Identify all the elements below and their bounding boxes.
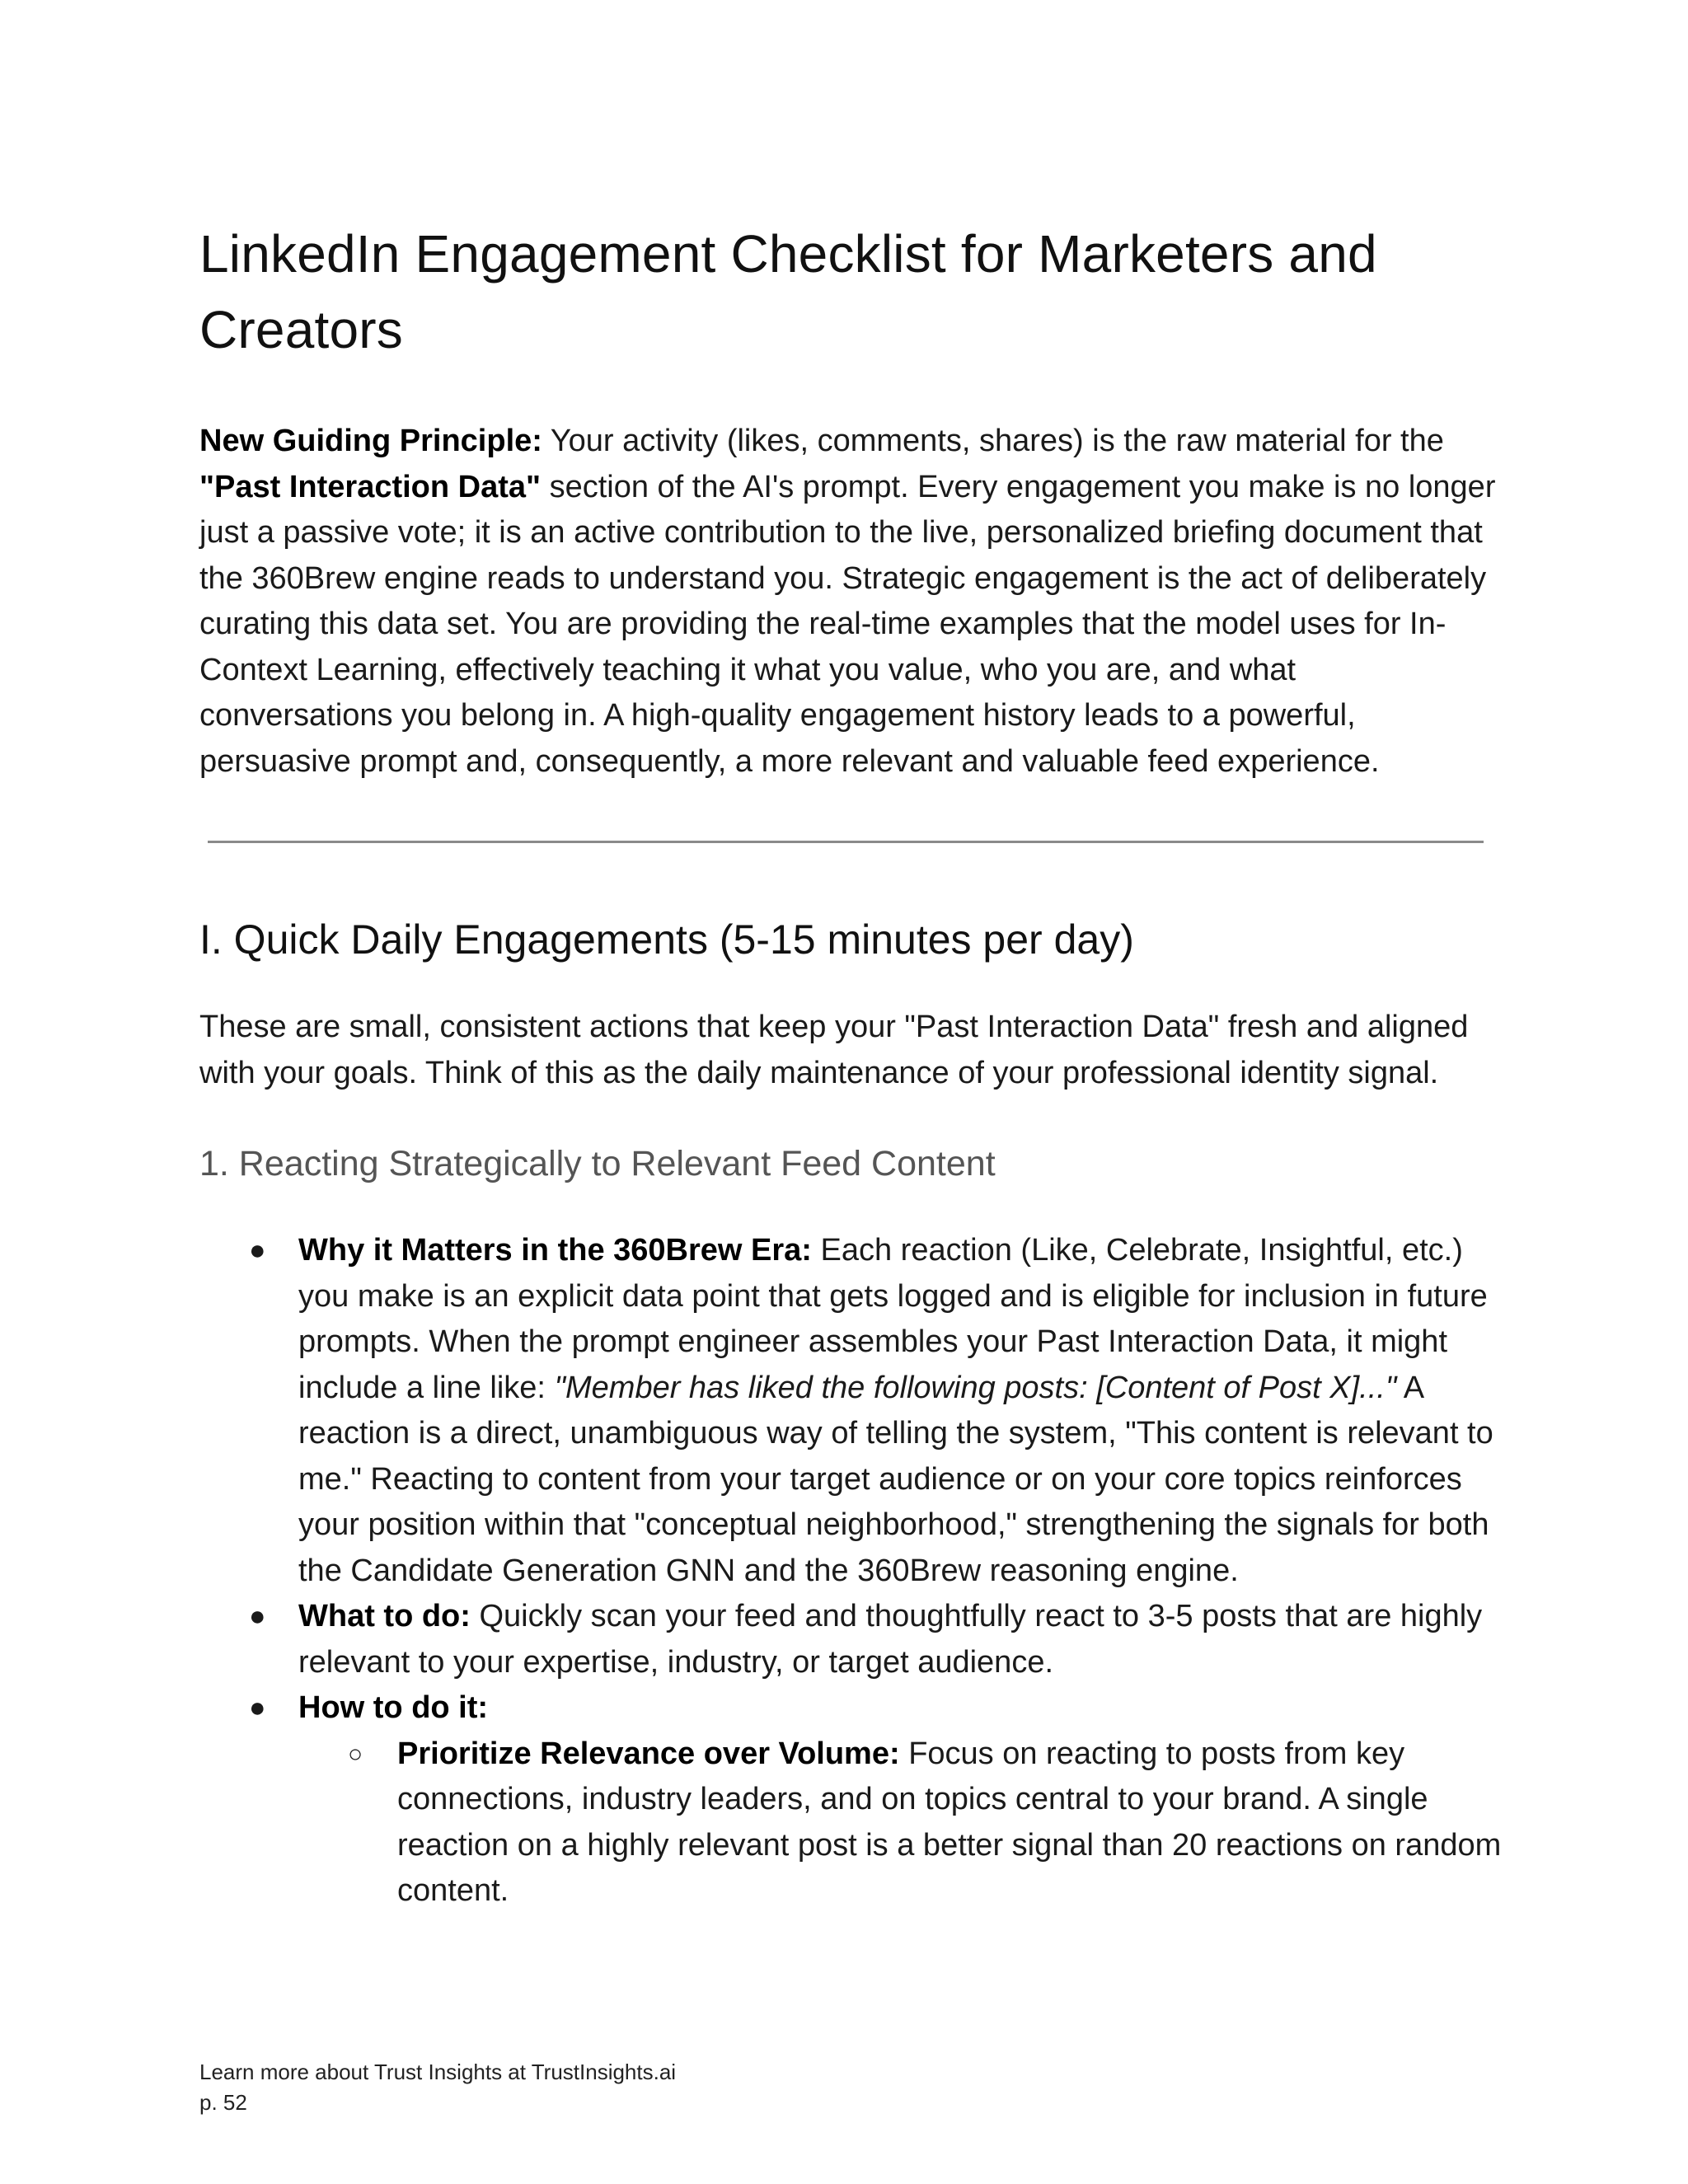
list-item-why-it-matters: [249, 1228, 1502, 1594]
why-it-matters-text: Each reaction (Like, Celebrate, Insightful, etc.) you make is an explicit data point that gets logged and is eligible for inclusion in future prompts. When the prompt engineer assembles your Past Interaction Data, it might include a line like:: [298, 1233, 1488, 1405]
list-item-how-to-do-it: [249, 1685, 1502, 1915]
page-number: p. 52: [199, 2090, 247, 2115]
footer-note: Learn more about Trust Insights at TrustInsights.ai: [199, 2060, 677, 2084]
how-to-do-it-label: How to do it:: [298, 1690, 489, 1725]
subsection-heading: 1. Reacting Strategically to Relevant Feed Content: [199, 1144, 996, 1183]
page-content: [199, 216, 1502, 1915]
page-footer: [199, 2057, 676, 2118]
what-to-do-label: What to do:: [298, 1599, 471, 1633]
section-heading: I. Quick Daily Engagements (5-15 minutes per day): [199, 916, 1134, 963]
why-it-matters-text-after: A reaction is a direct, unambiguous way of telling the system, "This content is relevant to me." Reacting to content from your target audience or on your core topics reinforces your position within that "conceptual neighborhood," strengthening the signals for both the Candidate Generation GNN and the 360Brew reasoning engine.: [298, 1370, 1493, 1588]
what-to-do-text: Quickly scan your feed and thoughtfully react to 3-5 posts that are highly relevant to your expertise, industry, or target audience.: [298, 1599, 1483, 1680]
guiding-principle-label: New Guiding Principle:: [199, 424, 542, 458]
sub-list-item-prioritize-relevance: [348, 1732, 1502, 1915]
document-title: LinkedIn Engagement Checklist for Marketers and Creators: [199, 224, 1377, 359]
section-intro: These are small, consistent actions that keep your "Past Interaction Data" fresh and aligned with your goals. Think of this as the daily maintenance of your professional identity signal.: [199, 1010, 1469, 1090]
why-it-matters-label: Why it Matters in the 360Brew Era:: [298, 1233, 812, 1268]
hollow-bullet-icon: ○: [348, 1740, 363, 1768]
guiding-principle-text: Your activity (likes, comments, shares) is the raw material for the: [542, 424, 1444, 458]
prioritize-relevance-text: Focus on reacting to posts from key connections, industry leaders, and on topics central to your brand. A single reaction on a highly relevant post is a better signal than 20 reactions on random content.: [397, 1736, 1502, 1908]
prioritize-relevance-label: Prioritize Relevance over Volume:: [397, 1736, 900, 1771]
example-quote: "Member has liked the following posts: [Content of Post X]...": [554, 1370, 1397, 1405]
list-item-what-to-do: [249, 1594, 1502, 1685]
bullet-icon: ●: [249, 1235, 266, 1266]
bullet-list: [199, 1228, 1502, 1915]
past-interaction-data-term: "Past Interaction Data": [199, 469, 542, 504]
bullet-icon: ●: [249, 1692, 266, 1723]
guiding-principle-paragraph: [199, 419, 1498, 785]
sub-bullet-list: [298, 1732, 1502, 1915]
bullet-icon: ●: [249, 1601, 266, 1632]
guiding-principle-rest: section of the AI's prompt. Every engagement you make is no longer just a passive vote; it is an active contribution to the live, personalized briefing document that the 360Brew engine reads to understand you. Strategic engagement is the act of deliberately curating this data set. You are providing the real-time examples that the model uses for In-Context Learning, effectively teaching it what you value, who you are, and what conversations you belong in. A high-quality engagement history leads to a powerful, persuasive prompt and, consequently, a more relevant and valuable feed experience.: [199, 469, 1496, 779]
section-divider: [208, 841, 1484, 843]
